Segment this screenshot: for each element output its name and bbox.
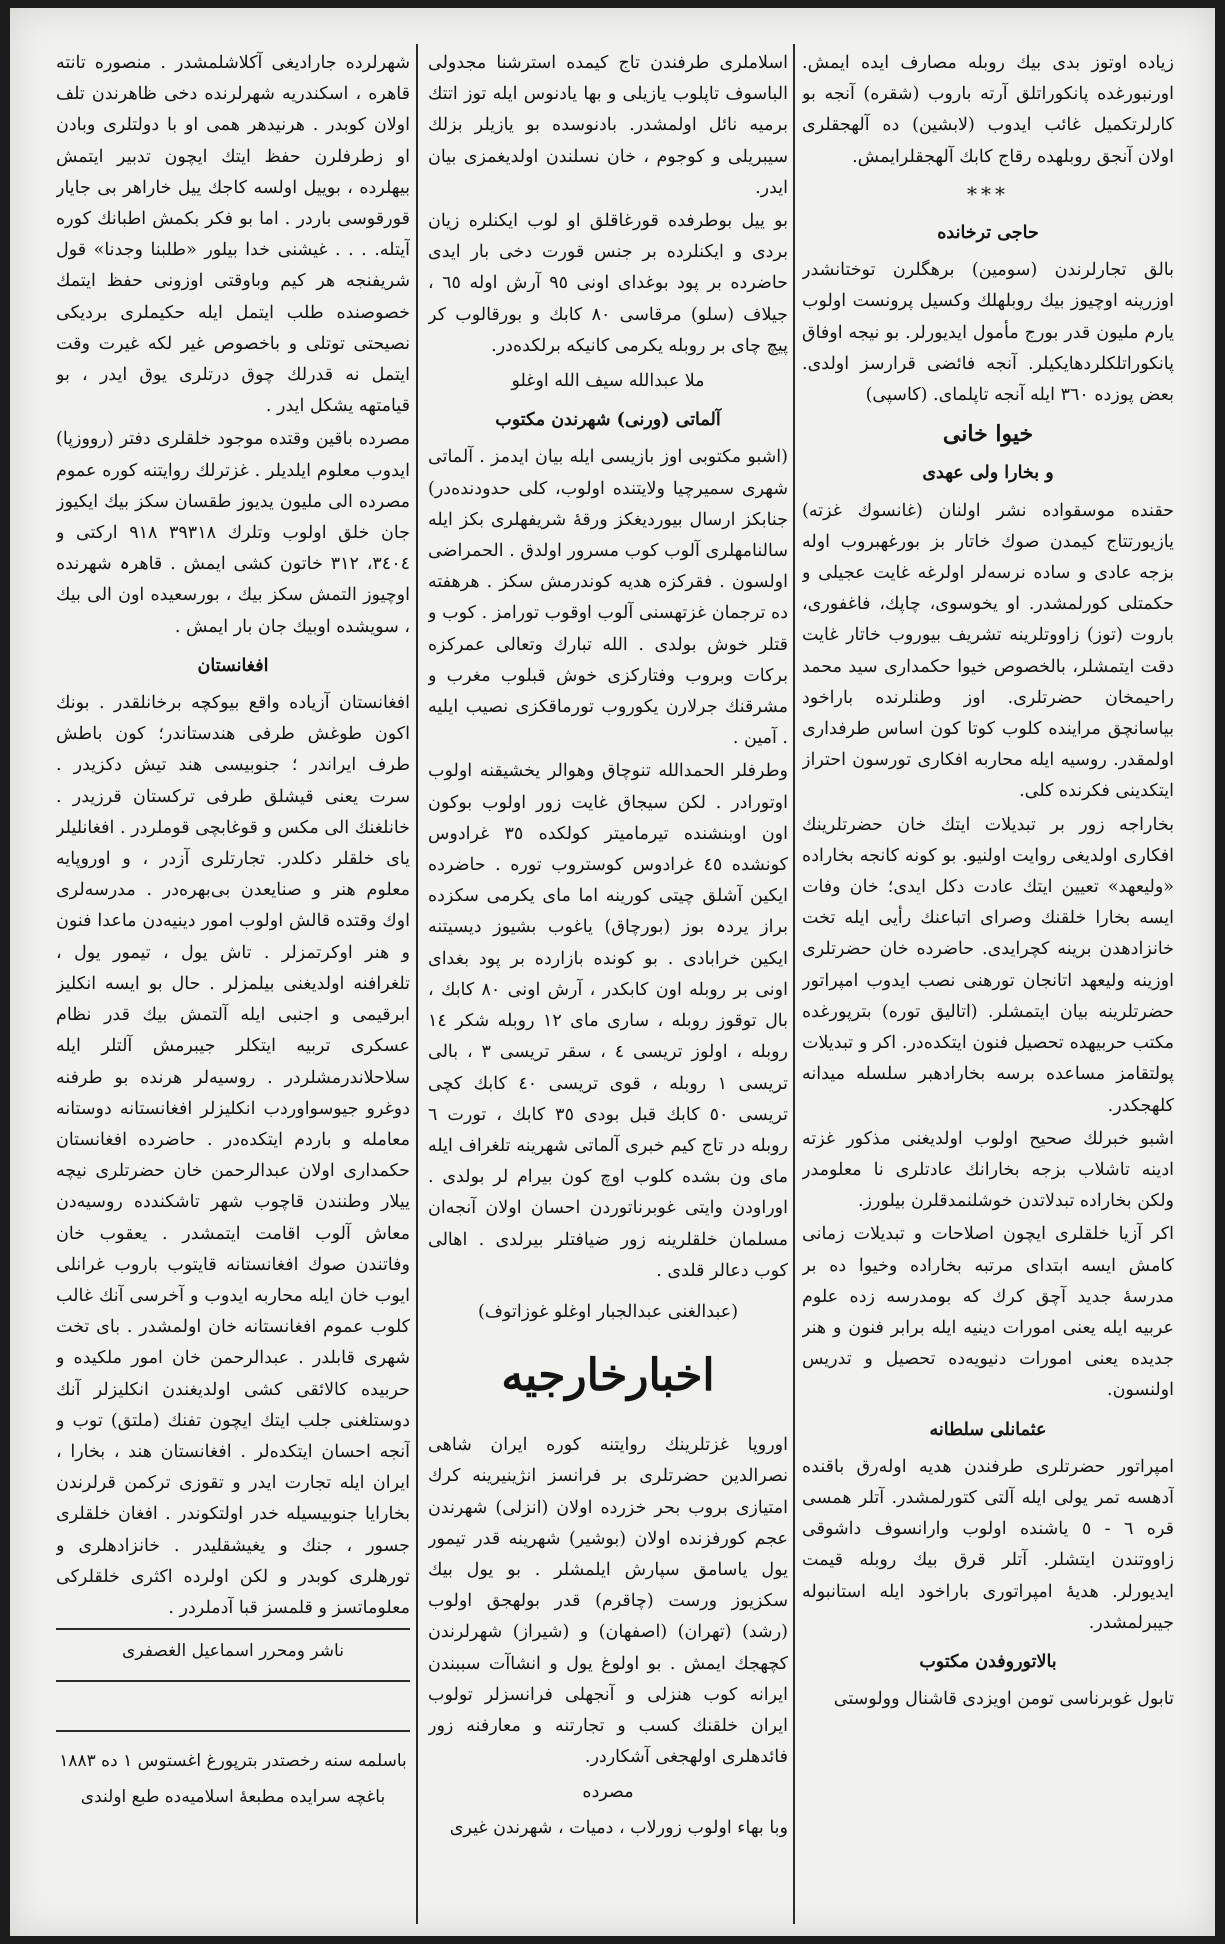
section-heading: آلماتی (ورنی) شهرندن مکتوب xyxy=(495,410,721,431)
foreign-news-masthead: اخبارخارجیه xyxy=(501,1350,715,1402)
author-signature: (عبدالغنی عبدالجبار اوغلو غوزاتوف) xyxy=(477,1301,739,1322)
asterism-divider: *** xyxy=(967,181,1009,206)
article-paragraph: بالق تجارلرندن (سومین) برهگلرن توختانشدر اوزرینه اوچیوز بیك روبلهلك وکسیل پرونست اولوب یارم ملیون قدر بورج مأمول ایدیورلر. بو نیجه اوفاق پانکوراتلکلردهایکیلر. آنجه فائضی قرارسز اولدی. بعض پوزده ٣٦٠ ایله آنجه تاپلمای. (کاسپی) xyxy=(802,260,1174,406)
article-paragraph: افغانستان آزیاده واقع بیوکچه برخانلقدر . بونك اکون طوغش طرفی هندستاندر؛ کون باطش طرف ایراندر ؛ جنوبیسی هند تیش دکزیدر . سرت یعنی قیشلق طرفی ترکستان قرزیدر . خانلغنك الی مکس و قوغابچی قوملردر . افغانلیلر یای خلقلر دکلدر. تجارتلری آزدر ، و اوروپایه معلوم هنر و صنایعدن بی‌بهره‌در . مدرسه‌لری اوك وقتده قالش اولوب امور دینیه‌دن ماعدا فنون و هنر اوکرتمزلر . تاش یول ، تیمور یول ، تلغرافنه اولدیغنی بیلمزلر . حال بو ایسه انکلیز ابرقیمی و اجنبی ایله آلتمش بیك قدر نظام عسکری تربیه ایتکلر جیبرمش آلتلر ایله سلاحلاندرمشلردر . روسیه‌لر هرنده بو طرفنه دوغرو جیوسواوردب انکلیزلر افغانستانه دوستانه معامله و باردم ایتکده‌در . حاضرده افغانستان حکمداری اولان عبدالرحمن خان حضرتلری نیچه ییلار وطنندن قاچوب شهر تاشکندده روسیه‌دن معاش آلوب اقامت ایتمشدر . یعقوب خان وفاتندن صوك افغانستانه قایتوب باروب غرانلی ایوب خان ایله محاربه ایدوب و آخرسی آنك غالب کلوب عموم افغانستانه خان اولمشدر . بای تخت شهری قابلدر . عبدالرحمن خان امور ملکیده و حربیده کالائقی کشی اولدیغندن انکلیزلر آنك دوستلغنی جلب ایتك ایچون تفنك (ملتق) توب و آنجه احسان ایتکده‌لر . افغانستان هند ، بخارا ، ایران ایله تجارت ایدر و تقوزی ترکمن قرلرندن بخارایا جنوبیسیله خدر اولتکوندر . افغان خلقلری جسور ، جنك و یغیشقلیدر . خانزادهلری و تورهلری کوبدر و لکن اولرده اکثری خلقلرکی معلوماتسز و قلمسز قبا آدملردر . xyxy=(56,693,410,1618)
section-heading: حاجی ترخانده xyxy=(937,223,1039,244)
article-paragraph: وطرفلر الحمدالله تنوچاق وهوالر یخشیقنه اولوب اوتورادر . لکن سیجاق غایت زور اولوب بوکون اون اوبنشنده تیرمامیتر کولکده ٣٥ غرادوس کونشده ٤٥ غرادوس کوستروب توره . حاضرده ایکین آشلق چیتی کورینه اما مای یکرمی سکزده براز یردہ بوز (بورچاق) یاغوب بشیوز دیسیتنه ایکین خرابادی . بو کونده بازارده بر پود بغدای اونی بر روبله اون کابکدر ، آرش اونی ٨٠ کابك ، بال توقوز روبله ، ساری مای ١٢ روبله شکر ١٤ روبله ، اولوز تریسی ٤ ، سقر تریسی ٣ ، بالی تریسی ١ روبله ، قوی تریسی ٤٠ کابك کچی تریسی ٥٠ کابك قبل بودی ٣٥ کابك ، تورت ٦ روبله در تاج کیم خبری آلماتی شهرینه تلغراف ایله مای ون بشده کلوب اوچ کون بیرام لر بولدی . اوراودن وایتی غوبرناتوردن احسان اولان آنجه‌ان مسلمان خلقلرینه زور ضیافتلر بیرلدی . اهالی کوب دعالر قلدی . xyxy=(428,761,788,1281)
byline: ملا عبدالله سیف الله اوغلو xyxy=(511,371,705,392)
article-paragraph: حقنده موسقواده نشر اولنان (غانسوك غزته) یازیورتتاج کیمدن صوك خاتار بز بورغهبروب اوله بزجه عادی و ساده نرسه‌لر اولرغه غایت عجیلی و حکمتلی کورلمشدر. او یخوسوی، چاپك، فاغفورى، باروت (توز) زاووتلرینه تشریف بیوروب خاتار غایت دقت ایتمشلر، بالخصوص خیوا حکمداری سید محمد راحیمخان حضرتلری. اوز وطنلرنده باراخود بیاسانچق مراینده کلوب کوتا کون اساس طرفداری اولمقدر. روسیه ایله محاربه افکاری تورسون احتراز ایتکدینی فکرنده کلی. xyxy=(802,500,1174,802)
article-paragraph: (اشبو مکتوبی اوز بازیسی ایله بیان ایدمز . آلماتی شهری سمیرچیا ولایتنده اولوب، کلی حدودنده‌در) جنابکز ارسال بیوردیغکز ورقهٔ شریفهلری بکز ایله سالنامهلری آلوب کوب مسرور اولدق . الحمراضی اولسون . فقرکزه هدیه کوندرمش سکز . هرهفته ده ترجمان غزتهسنی آلوب اوقوب تورامز . کوب و قتلر خوش بولدی . الله تبارك وتعالی عمرکزه برکات وبروب وفتارکزی خوش قبلوب مغرب و مشرقنك جرلارن یکوروب تورماقکزی نصیب ایلیه . آمین . xyxy=(428,447,788,749)
section-subheading: بالاتوروفدن مکتوب xyxy=(919,1651,1057,1672)
censorship-date-line: باسلمه سنه رخصتدر بترپورغ اغستوس ١ ده ١٨٨٣ xyxy=(59,1751,407,1771)
publisher-line: ناشر ومحرر اسماعیل الغصفری xyxy=(122,1641,344,1661)
column-divider-right xyxy=(793,44,795,1924)
footer-rule-top xyxy=(56,1628,410,1630)
article-paragraph: اوروپا غزتلرینك روایتنه کوره ایران شاهی نصرالدین حضرتلری بر فرانسز انژینیرینه کرك امتیازی بروب بحر خزرده اولان (انزلی) شهرندن عجم کورفزنده اولان (بوشیر) شهرینه قدر تیمور یول یاسامق سپارش ایلمشلر . بو یول بیك سکزیوز ورست (چاقرم) قدر بولهجق اولوب (رشد) (تهران) (اصفهان) و (شیراز) شهرلرندن کچهجك ایمش . بو اولوغ یول و انشاآت سببندن ایرانه کوب هنزلی و آنجهلی فرانسزلر تولوب ایران خلقنك کسب و تجارتنه و معارفنه زور فائدهلری اولهجغی آشکاردر. xyxy=(428,1435,788,1768)
section-heading: افغانستان xyxy=(197,655,269,676)
newspaper-page xyxy=(10,8,1215,1936)
article-paragraph: شهرلرده جارادیغی آکلاشلمشدر . منصوره تانته قاهره ، اسکندریه شهرلرنده دخی ظاهرندن تلف اولان کوبدر . هرنیدهر همی او با دولتلری وبادن او زطرفلرن حفظ ایتك ایچون تدبیر ایتمش بیهلرده ، بوییل اولسه کاجك ییل خاراهر بی جایار قورقوسی باردر . اما بو فکر بکمش اطبانك کوره آیتله. . . . غیشنی خدا بیلور «طلبنا وجدنا» قول شریفنجه هر کیم وباوقتی اوزونی حفظ ایتمك خصوصنده طلب ایتمل ایله حکیملری بردیکی نصیحتی توتلی و باخصوص غیر لکه غیرت وقت ایتمل نه قدرلك چوق درتلری یوق ایدر ، بو قیامتهه یشکل ایدر . xyxy=(56,53,410,417)
byline: مصرده xyxy=(582,1782,634,1803)
article-paragraph: بخاراجه زور بر تبدیلات ایتك خان حضرتلرینك افکاری اولدیغی روایت اولنیو. بو کونه کانجه بخاراده «ولیعهد» تعیین ایتك عادت دکل ایدی؛ خان وفات ایسه بخارا خلقنك وصرای اتباعنك رأیی ایله تخت خانزادهدن برینه کچرایدی. حاضرده خان حضرتلری اوزینه ولیعهد اتانجان تورهنی نصب ایدوب امپراتور حضرتلرینه بیان ایتمشلر. (اتالیق توره) بترپورغده مکتب حربیهده تحصیل فنون ایتکده‌در. اکر و تبدیلات پولتقامز مساعده برسه بخارادهبر سلسله میدانه کلهجکدر. xyxy=(802,814,1174,1116)
print-house-line: باغچه سرایده مطبعهٔ اسلامیه‌ده طبع اولندی xyxy=(80,1787,386,1807)
section-heading: خیوا خانی xyxy=(942,421,1034,448)
article-paragraph: تابول غوبرناسی تومن اویزدی قاشنال وولوستی xyxy=(833,1689,1174,1710)
article-paragraph: وبا بهاء اولوب زورلاب ، دمیات ، شهرندن غیری xyxy=(449,1817,788,1838)
column-divider-left xyxy=(416,44,418,1924)
article-paragraph: اکر آزیا خلقلری ایچون اصلاحات و تبدیلات زمانی کامش ایسه ابتدای مرتبه بخاراده وخیوا ده بر مدرسهٔ جدید آچق کرك که بومدرسه زده علوم عربیه ایله یعنی امورات دینیه ایله برابر فنون و هنر جدیده یعنی امورات دنیویه‌ده تحصیل و تدریس اولنسون. xyxy=(802,1224,1174,1401)
column-middle xyxy=(428,48,788,1918)
article-paragraph: بو ییل بوطرفده قورغاقلق او لوب ایکنلره زیان بردی و ایکنلرده بر جنس قورت دخی بار ایدی حاضرده بر پود بوغدای اونی ٩٥ آرش اوله ٦٥ ، جیلاف (سلو) مرقاسی ٨٠ کابك و بورقالوب کر پیچ چای بر روبله یکرمی کانیکه برلکده‌در. xyxy=(428,211,788,356)
footer-rule-bottom xyxy=(56,1730,410,1732)
article-paragraph: زیاده اوتوز بدی بیك روبله مصارف ایده ایمش. اورنبورغده پانکوراتلق آرته باروب (شقره) آنجه بو کارلرتکمیل غائب ایدوب (لابشین) ده آلهجقلری اولان آنجق روبلهده رقاج کابك آلهجقلرایمش. xyxy=(802,53,1174,167)
column-left xyxy=(56,48,410,1623)
article-paragraph: مصرده باقین وقتده موجود خلقلری دفتر (رووزپا) ایدوب معلوم ایلدیلر . غزترلك روایتنه کوره عموم مصرده الی ملیون یدیوز طقسان سکز بیك ایکیوز جان خلق اولوب وتلرك ٣٩٣١٨ ٩١٨ ارکتی و ٣٤٠٤، ٣١٢ خاتون کشی ایمش . قاهرہ شهرنده اوچیوز التمش سکز بیك ، بورسعیده اون الی بیك ، سویشده اوبیك جان بار ایمش . xyxy=(56,429,410,637)
article-paragraph: اسلاملری طرفندن تاج کیمده استرشنا مجدولی الباسوف تاپلوب یازیلی و بها یادنوس ایله توز اتتك برمیه نائل اولمشدر. بادنوسده بو یازیلر بزلك سیبریلی و کوجوم ، خان نسلندن اولدیغمزی بیان ایدر. xyxy=(428,53,788,198)
column-right xyxy=(802,48,1174,1918)
footer-rule-mid xyxy=(56,1680,410,1682)
article-paragraph: اشبو خبرلك صحیح اولوب اولدیغنی مذکور غزته ادینه تاشلاب بزجه بخارانك عادتلری نا معلومدر ولکن بخاراده تبدلاتدن خوشلنمدقلرن بیلورز. xyxy=(802,1128,1174,1212)
article-paragraph: امپراتور حضرتلری طرفندن هدیه اوله‌رق باقنده آدهسه تمر یولی ایله آلتی کتورلمشدر. آتلر همسی قره ٦ - ٥ یاشنده اولوب وارانسوف داشوقی زاووتندن ایتشلر. آتلر قرق بیك روبله قیمت ایدیورلر. هدیهٔ امپراتوری باراخود ایله استانبوله جیبرلمشدر. xyxy=(802,1456,1174,1633)
section-subheading: عثمانلی سلطانه xyxy=(929,1419,1047,1440)
section-subheading: و بخارا ولی عهدی xyxy=(922,463,1054,484)
